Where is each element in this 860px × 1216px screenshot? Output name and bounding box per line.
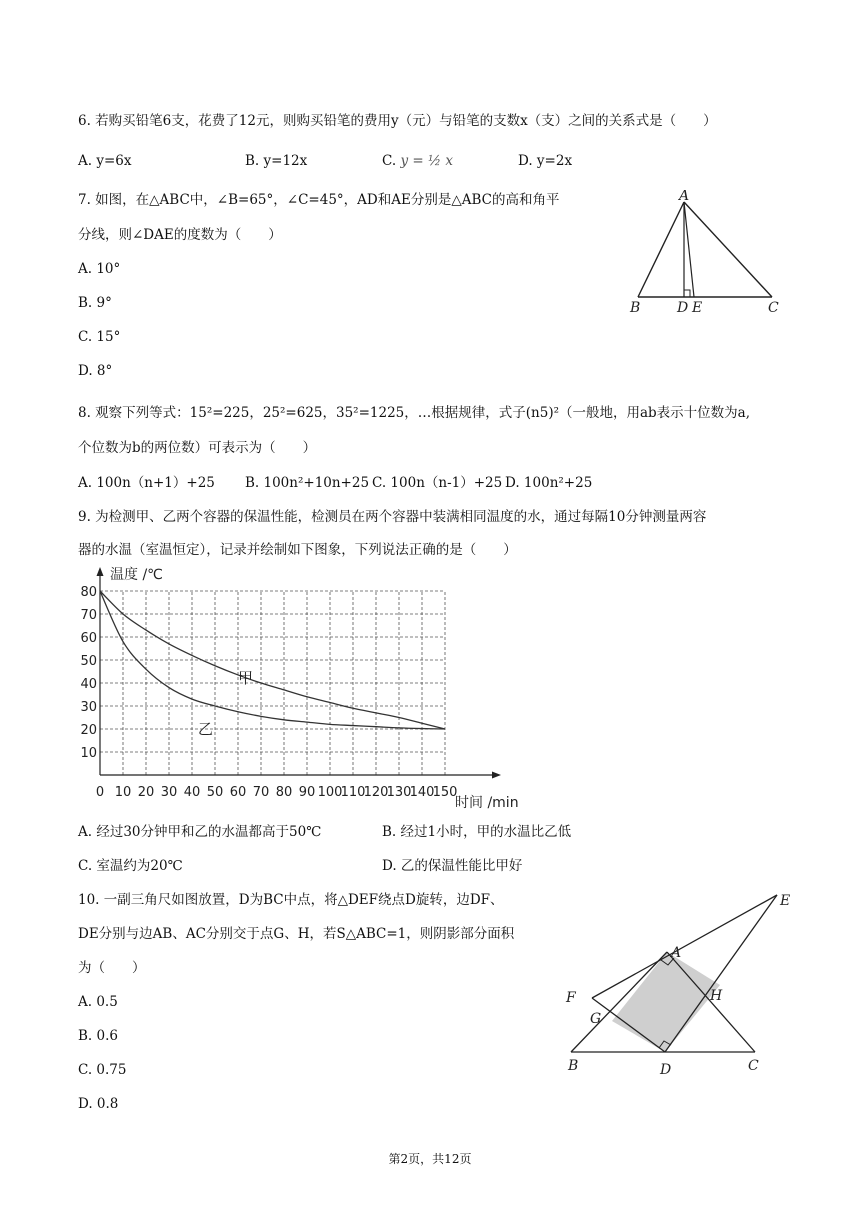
q7-option-b: B. 9°	[78, 295, 112, 311]
q7-label-c: C	[768, 300, 779, 316]
x-axis-arrow-icon	[492, 772, 501, 779]
q8-stem-line2: 个位数为b的两位数）可表示为（ ）	[78, 440, 317, 456]
q9-option-d: D. 乙的保温性能比甲好	[382, 858, 523, 874]
q10-label-g: G	[590, 1011, 602, 1027]
q9-stem-line1: 9. 为检测甲、乙两个容器的保温性能，检测员在两个容器中装满相同温度的水，通过每隔10分钟测量两容	[78, 509, 707, 525]
y-tick-label-80: 80	[80, 585, 97, 600]
q10-stem-line2: DE分别与边AB、AC分别交于点G、H，若S△ABC=1，则阴影部分面积	[78, 926, 515, 942]
x-tick-label-10: 10	[114, 785, 132, 800]
y-tick-label-60: 60	[80, 631, 97, 646]
q7-option-d: D. 8°	[78, 363, 113, 379]
x-tick-label-110: 110	[340, 785, 366, 800]
q6-option-c-math: y = ½ x	[400, 153, 453, 169]
q7-right-angle-mark	[684, 290, 690, 297]
q10-label-e: E	[780, 893, 791, 909]
x-tick-label-130: 130	[386, 785, 412, 800]
q10-label-f: F	[566, 990, 576, 1006]
q6-option-d: D. y=2x	[518, 153, 573, 169]
q7-stem-line1: 7. 如图，在△ABC中，∠B=65°，∠C=45°，AD和AE分别是△ABC的高和角平	[78, 192, 560, 208]
q7-bisector-ae	[684, 202, 694, 297]
x-tick-label-30: 30	[160, 785, 178, 800]
x-tick-label-20: 20	[137, 785, 155, 800]
x-tick-label-70: 70	[252, 785, 270, 800]
page-footer: 第2页，共12页	[388, 1152, 472, 1166]
q8-option-d: D. 100n²+25	[505, 475, 593, 491]
q9-option-a: A. 经过30分钟甲和乙的水温都高于50℃	[78, 824, 322, 840]
chart-grid	[100, 591, 445, 775]
y-tick-label-40: 40	[80, 677, 97, 692]
q8-stem-line1: 8. 观察下列等式：15²=225，25²=625，35²=1225，…根据规律，式子(n5)²（一般地，用ab表示十位数为a,	[78, 405, 751, 421]
q8-option-a: A. 100n（n+1）+25	[78, 475, 215, 491]
x-tick-label-40: 40	[183, 785, 201, 800]
q10-label-d: D	[660, 1062, 672, 1078]
x-tick-label-50: 50	[206, 785, 224, 800]
q10-set-square-figure	[560, 890, 800, 1085]
x-tick-label-140: 140	[409, 785, 435, 800]
q8-option-c: C. 100n（n-1）+25	[372, 475, 503, 491]
series-label-yi: 乙	[198, 720, 214, 738]
q10-option-a: A. 0.5	[78, 994, 118, 1010]
x-tick-label-150: 150	[432, 785, 458, 800]
q10-label-a: A	[671, 945, 682, 961]
chart-x-axis-label: 时间 /min	[455, 795, 519, 811]
q10-label-h: H	[710, 988, 723, 1004]
q7-option-a: A. 10°	[78, 261, 121, 277]
q6-option-c	[382, 151, 453, 171]
q10-option-b: B. 0.6	[78, 1028, 118, 1044]
q8-option-b: B. 100n²+10n+25	[245, 475, 370, 491]
q10-label-c: C	[748, 1058, 759, 1074]
q7-stem-line2: 分线，则∠DAE的度数为（ ）	[78, 227, 282, 243]
x-tick-label-120: 120	[363, 785, 389, 800]
q6-stem: 6. 若购买铅笔6支，花费了12元，则购买铅笔的费用y（元）与铅笔的支数x（支）之间的关系式是（ ）	[78, 113, 717, 129]
q9-stem-line2: 器的水温（室温恒定），记录并绘制如下图象，下列说法正确的是（ ）	[78, 542, 517, 558]
y-axis-arrow-icon	[97, 567, 104, 576]
chart-y-axis-label: 温度 /℃	[110, 567, 163, 583]
x-tick-label-80: 80	[275, 785, 293, 800]
q6-option-b: B. y=12x	[245, 153, 308, 169]
y-tick-label-20: 20	[80, 723, 97, 738]
q7-label-a: A	[679, 190, 690, 204]
y-tick-label-10: 10	[80, 746, 97, 761]
q10-shaded-region	[612, 952, 720, 1052]
q9-temperature-chart	[70, 562, 570, 812]
y-tick-label-50: 50	[80, 654, 97, 669]
q10-label-b: B	[568, 1058, 579, 1074]
q9-option-c: C. 室温约为20℃	[78, 858, 183, 874]
series-label-jia: 甲	[238, 669, 254, 687]
y-tick-label-70: 70	[80, 608, 97, 623]
q10-option-c: C. 0.75	[78, 1062, 127, 1078]
x-tick-label-60: 60	[229, 785, 247, 800]
q6-option-c-label: C.	[382, 153, 397, 169]
x-tick-label-90: 90	[298, 785, 316, 800]
q7-side-ac	[684, 202, 772, 297]
q6-option-a: A. y=6x	[78, 153, 132, 169]
x-tick-label-100: 100	[317, 785, 343, 800]
q7-triangle-figure	[620, 190, 790, 325]
q7-label-d: D	[677, 300, 689, 316]
q10-stem-line1: 10. 一副三角尺如图放置，D为BC中点，将△DEF绕点D旋转，边DF、	[78, 892, 504, 908]
q7-option-c: C. 15°	[78, 329, 121, 345]
q7-label-b: B	[630, 300, 641, 316]
y-tick-label-30: 30	[80, 700, 97, 715]
q9-option-b: B. 经过1小时，甲的水温比乙低	[382, 824, 572, 840]
chart-axes	[97, 567, 502, 779]
x-tick-label-0: 0	[95, 785, 105, 800]
chart-ticks	[80, 585, 457, 800]
q10-option-d: D. 0.8	[78, 1096, 119, 1112]
q10-stem-line3: 为（ ）	[78, 960, 146, 976]
q7-label-e: E	[692, 300, 703, 316]
q7-side-ab	[638, 202, 684, 297]
